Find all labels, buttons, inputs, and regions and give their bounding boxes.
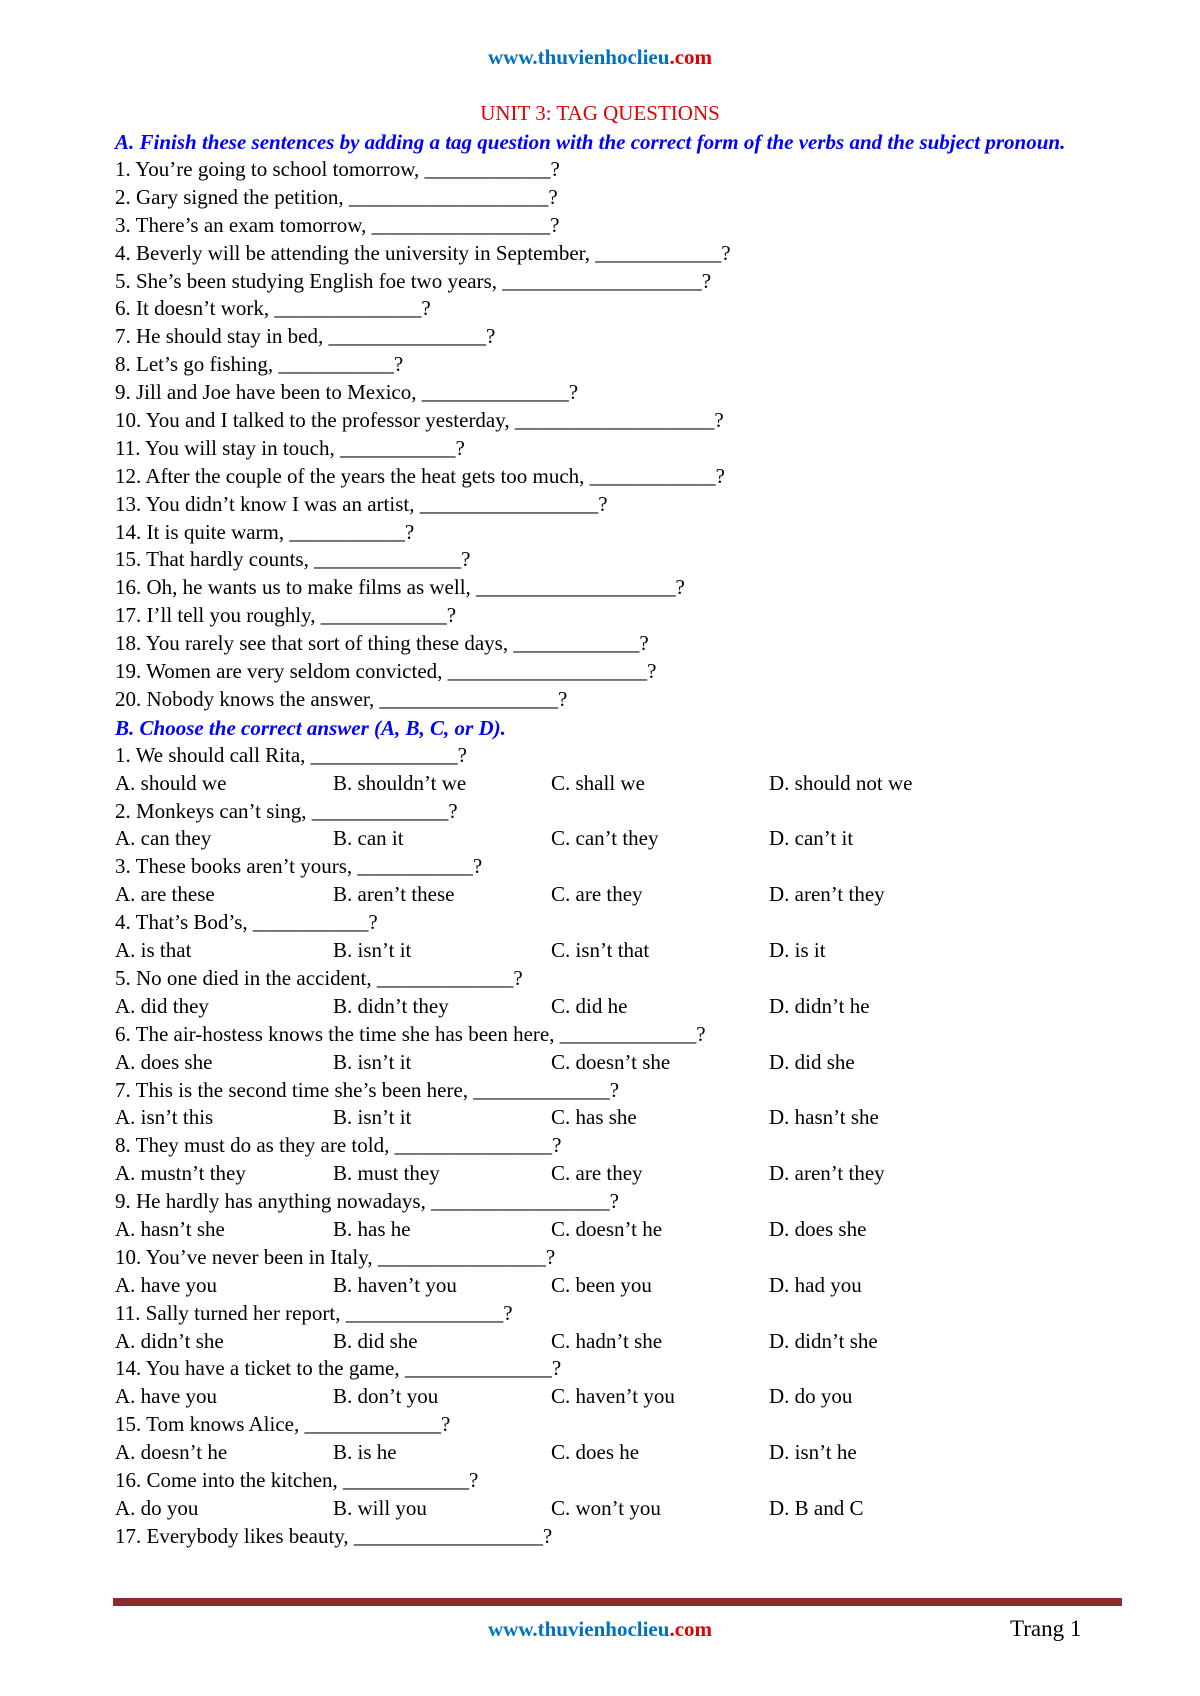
exercise-a-item: 7. He should stay in bed, _______________? bbox=[115, 324, 496, 349]
worksheet-content bbox=[115, 128, 1125, 1551]
footer-divider bbox=[113, 1598, 1122, 1606]
exercise-a-item: 11. You will stay in touch, ___________? bbox=[115, 435, 465, 460]
exercise-a-item: 16. Oh, he wants us to make films as well, ___________________? bbox=[115, 575, 685, 600]
answer-option[interactable]: B. did she bbox=[333, 1328, 418, 1353]
answer-option[interactable]: B. isn’t it bbox=[333, 1105, 412, 1130]
answer-option[interactable]: B. will you bbox=[333, 1495, 427, 1520]
exercise-a-item: 3. There’s an exam tomorrow, _________________? bbox=[115, 212, 560, 237]
exercise-a-item: 18. You rarely see that sort of thing these days, ____________? bbox=[115, 631, 649, 656]
exercise-a-item: 19. Women are very seldom convicted, ___________________? bbox=[115, 659, 657, 684]
section-a-heading: A. Finish these sentences by adding a tag question with the correct form of the verbs and the subject pronoun. bbox=[115, 130, 1066, 154]
answer-option[interactable]: C. won’t you bbox=[551, 1495, 661, 1520]
footer-url-ext: .com bbox=[669, 1617, 713, 1641]
answer-option[interactable]: D. didn’t she bbox=[769, 1328, 878, 1353]
exercise-a-item: 17. I’ll tell you roughly, ____________? bbox=[115, 603, 457, 628]
answer-option[interactable]: C. been you bbox=[551, 1272, 652, 1297]
answer-option[interactable]: C. doesn’t he bbox=[551, 1216, 663, 1241]
answer-option[interactable]: C. are they bbox=[551, 882, 643, 907]
answer-option[interactable]: D. is it bbox=[769, 938, 826, 963]
answer-options bbox=[115, 1049, 1125, 1077]
answer-options bbox=[115, 881, 1125, 909]
answer-option[interactable]: B. didn’t they bbox=[333, 993, 449, 1018]
answer-options bbox=[115, 1383, 1125, 1411]
question-text: 3. These books aren’t yours, ___________? bbox=[115, 854, 483, 879]
page-number: Trang 1 bbox=[1010, 1616, 1082, 1641]
exercise-a-item: 9. Jill and Joe have been to Mexico, ______________? bbox=[115, 380, 579, 405]
answer-option[interactable]: D. can’t it bbox=[769, 826, 854, 851]
answer-option[interactable]: B. isn’t it bbox=[333, 1049, 412, 1074]
header-website-link[interactable] bbox=[0, 44, 1200, 70]
question-text: 7. This is the second time she’s been here, _____________? bbox=[115, 1077, 620, 1102]
exercise-a-item: 6. It doesn’t work, ______________? bbox=[115, 296, 431, 321]
exercise-a-item: 4. Beverly will be attending the university in September, ____________? bbox=[115, 240, 731, 265]
answer-option[interactable]: D. didn’t he bbox=[769, 993, 870, 1018]
exercise-a-item: 13. You didn’t know I was an artist, _________________? bbox=[115, 491, 608, 516]
exercise-a-item: 5. She’s been studying English foe two years, ___________________? bbox=[115, 268, 712, 293]
answer-option[interactable]: B. is he bbox=[333, 1440, 397, 1465]
header-url-ext: .com bbox=[669, 45, 713, 69]
answer-option[interactable]: C. can’t they bbox=[551, 826, 659, 851]
answer-option[interactable]: A. mustn’t they bbox=[115, 1161, 246, 1186]
question-text: 9. He hardly has anything nowadays, _________________? bbox=[115, 1189, 619, 1214]
section-b-heading: B. Choose the correct answer (A, B, C, or D). bbox=[115, 715, 506, 740]
question-text: 11. Sally turned her report, _______________? bbox=[115, 1300, 513, 1325]
exercise-a-item: 10. You and I talked to the professor yesterday, ___________________? bbox=[115, 408, 724, 433]
answer-options bbox=[115, 1439, 1125, 1467]
exercise-a-item: 14. It is quite warm, ___________? bbox=[115, 519, 415, 544]
answer-option[interactable]: C. hadn’t she bbox=[551, 1328, 663, 1353]
answer-options bbox=[115, 1160, 1125, 1188]
answer-option[interactable]: B. shouldn’t we bbox=[333, 770, 467, 795]
answer-option[interactable]: A. doesn’t he bbox=[115, 1440, 228, 1465]
question-17: 17. Everybody likes beauty, __________________? bbox=[115, 1523, 553, 1548]
answer-option[interactable]: C. doesn’t she bbox=[551, 1049, 671, 1074]
answer-option[interactable]: C. haven’t you bbox=[551, 1384, 675, 1409]
answer-option[interactable]: A. do you bbox=[115, 1495, 199, 1520]
answer-option[interactable]: D. aren’t they bbox=[769, 1161, 885, 1186]
answer-option[interactable]: D. B and C bbox=[769, 1495, 864, 1520]
answer-option[interactable]: A. have you bbox=[115, 1384, 218, 1409]
answer-option[interactable]: B. isn’t it bbox=[333, 938, 412, 963]
answer-option[interactable]: D. do you bbox=[769, 1384, 853, 1409]
question-text: 16. Come into the kitchen, ____________? bbox=[115, 1467, 479, 1492]
question-text: 5. No one died in the accident, _____________? bbox=[115, 965, 523, 990]
answer-option[interactable]: C. has she bbox=[551, 1105, 637, 1130]
answer-option[interactable]: C. does he bbox=[551, 1440, 640, 1465]
question-text: 10. You’ve never been in Italy, ________________? bbox=[115, 1244, 556, 1269]
answer-option[interactable]: A. isn’t this bbox=[115, 1105, 214, 1130]
exercise-a-item: 12. After the couple of the years the heat gets too much, ____________? bbox=[115, 463, 726, 488]
exercise-a-item: 20. Nobody knows the answer, _________________? bbox=[115, 686, 568, 711]
header-url-main: www.thuvienhoclieu bbox=[487, 45, 670, 69]
answer-options bbox=[115, 825, 1125, 853]
question-text: 1. We should call Rita, ______________? bbox=[115, 742, 467, 767]
exercise-a-item: 8. Let’s go fishing, ___________? bbox=[115, 352, 404, 377]
answer-option[interactable]: C. shall we bbox=[551, 770, 645, 795]
answer-option[interactable]: B. can it bbox=[333, 826, 404, 851]
answer-option[interactable]: D. should not we bbox=[769, 770, 913, 795]
answer-option[interactable]: B. don’t you bbox=[333, 1384, 439, 1409]
answer-options bbox=[115, 1272, 1125, 1300]
answer-option[interactable]: A. didn’t she bbox=[115, 1328, 224, 1353]
answer-option[interactable]: D. hasn’t she bbox=[769, 1105, 879, 1130]
answer-option[interactable]: D. did she bbox=[769, 1049, 855, 1074]
footer-url-main: www.thuvienhoclieu bbox=[487, 1617, 670, 1641]
answer-option[interactable]: A. have you bbox=[115, 1272, 218, 1297]
section-a-list bbox=[115, 156, 1125, 714]
answer-options bbox=[115, 1495, 1125, 1523]
exercise-a-item: 2. Gary signed the petition, ___________________? bbox=[115, 184, 558, 209]
answer-option[interactable]: A. should we bbox=[115, 770, 227, 795]
answer-option[interactable]: A. does she bbox=[115, 1049, 213, 1074]
answer-option[interactable]: C. isn’t that bbox=[551, 938, 650, 963]
answer-options bbox=[115, 1104, 1125, 1132]
section-b-list bbox=[115, 742, 1125, 1523]
answer-option[interactable]: C. are they bbox=[551, 1161, 643, 1186]
answer-option[interactable]: C. did he bbox=[551, 993, 628, 1018]
answer-options bbox=[115, 1328, 1125, 1356]
question-text: 2. Monkeys can’t sing, _____________? bbox=[115, 798, 458, 823]
exercise-a-item: 1. You’re going to school tomorrow, ____________? bbox=[115, 157, 560, 181]
answer-option[interactable]: D. aren’t they bbox=[769, 882, 885, 907]
answer-option[interactable]: A. are these bbox=[115, 882, 215, 907]
question-text: 14. You have a ticket to the game, ______________? bbox=[115, 1356, 562, 1381]
answer-options bbox=[115, 1216, 1125, 1244]
answer-option[interactable]: A. can they bbox=[115, 826, 212, 851]
unit-title: UNIT 3: TAG QUESTIONS bbox=[480, 101, 720, 125]
answer-option[interactable]: D. isn’t he bbox=[769, 1440, 857, 1465]
question-text: 4. That’s Bod’s, ___________? bbox=[115, 910, 378, 935]
answer-options bbox=[115, 993, 1125, 1021]
answer-option[interactable]: A. did they bbox=[115, 993, 209, 1018]
answer-option[interactable]: D. does she bbox=[769, 1216, 867, 1241]
answer-option[interactable]: A. is that bbox=[115, 938, 192, 963]
answer-option[interactable]: B. haven’t you bbox=[333, 1272, 457, 1297]
answer-option[interactable]: A. hasn’t she bbox=[115, 1216, 225, 1241]
question-text: 8. They must do as they are told, _______________? bbox=[115, 1133, 562, 1158]
answer-option[interactable]: D. had you bbox=[769, 1272, 862, 1297]
question-text: 15. Tom knows Alice, _____________? bbox=[115, 1412, 451, 1437]
answer-options bbox=[115, 937, 1125, 965]
answer-option[interactable]: B. aren’t these bbox=[333, 882, 455, 907]
question-text: 6. The air-hostess knows the time she has been here, _____________? bbox=[115, 1021, 706, 1046]
answer-option[interactable]: B. has he bbox=[333, 1216, 411, 1241]
answer-option[interactable]: B. must they bbox=[333, 1161, 440, 1186]
answer-options bbox=[115, 770, 1125, 798]
exercise-a-item: 15. That hardly counts, ______________? bbox=[115, 547, 471, 572]
